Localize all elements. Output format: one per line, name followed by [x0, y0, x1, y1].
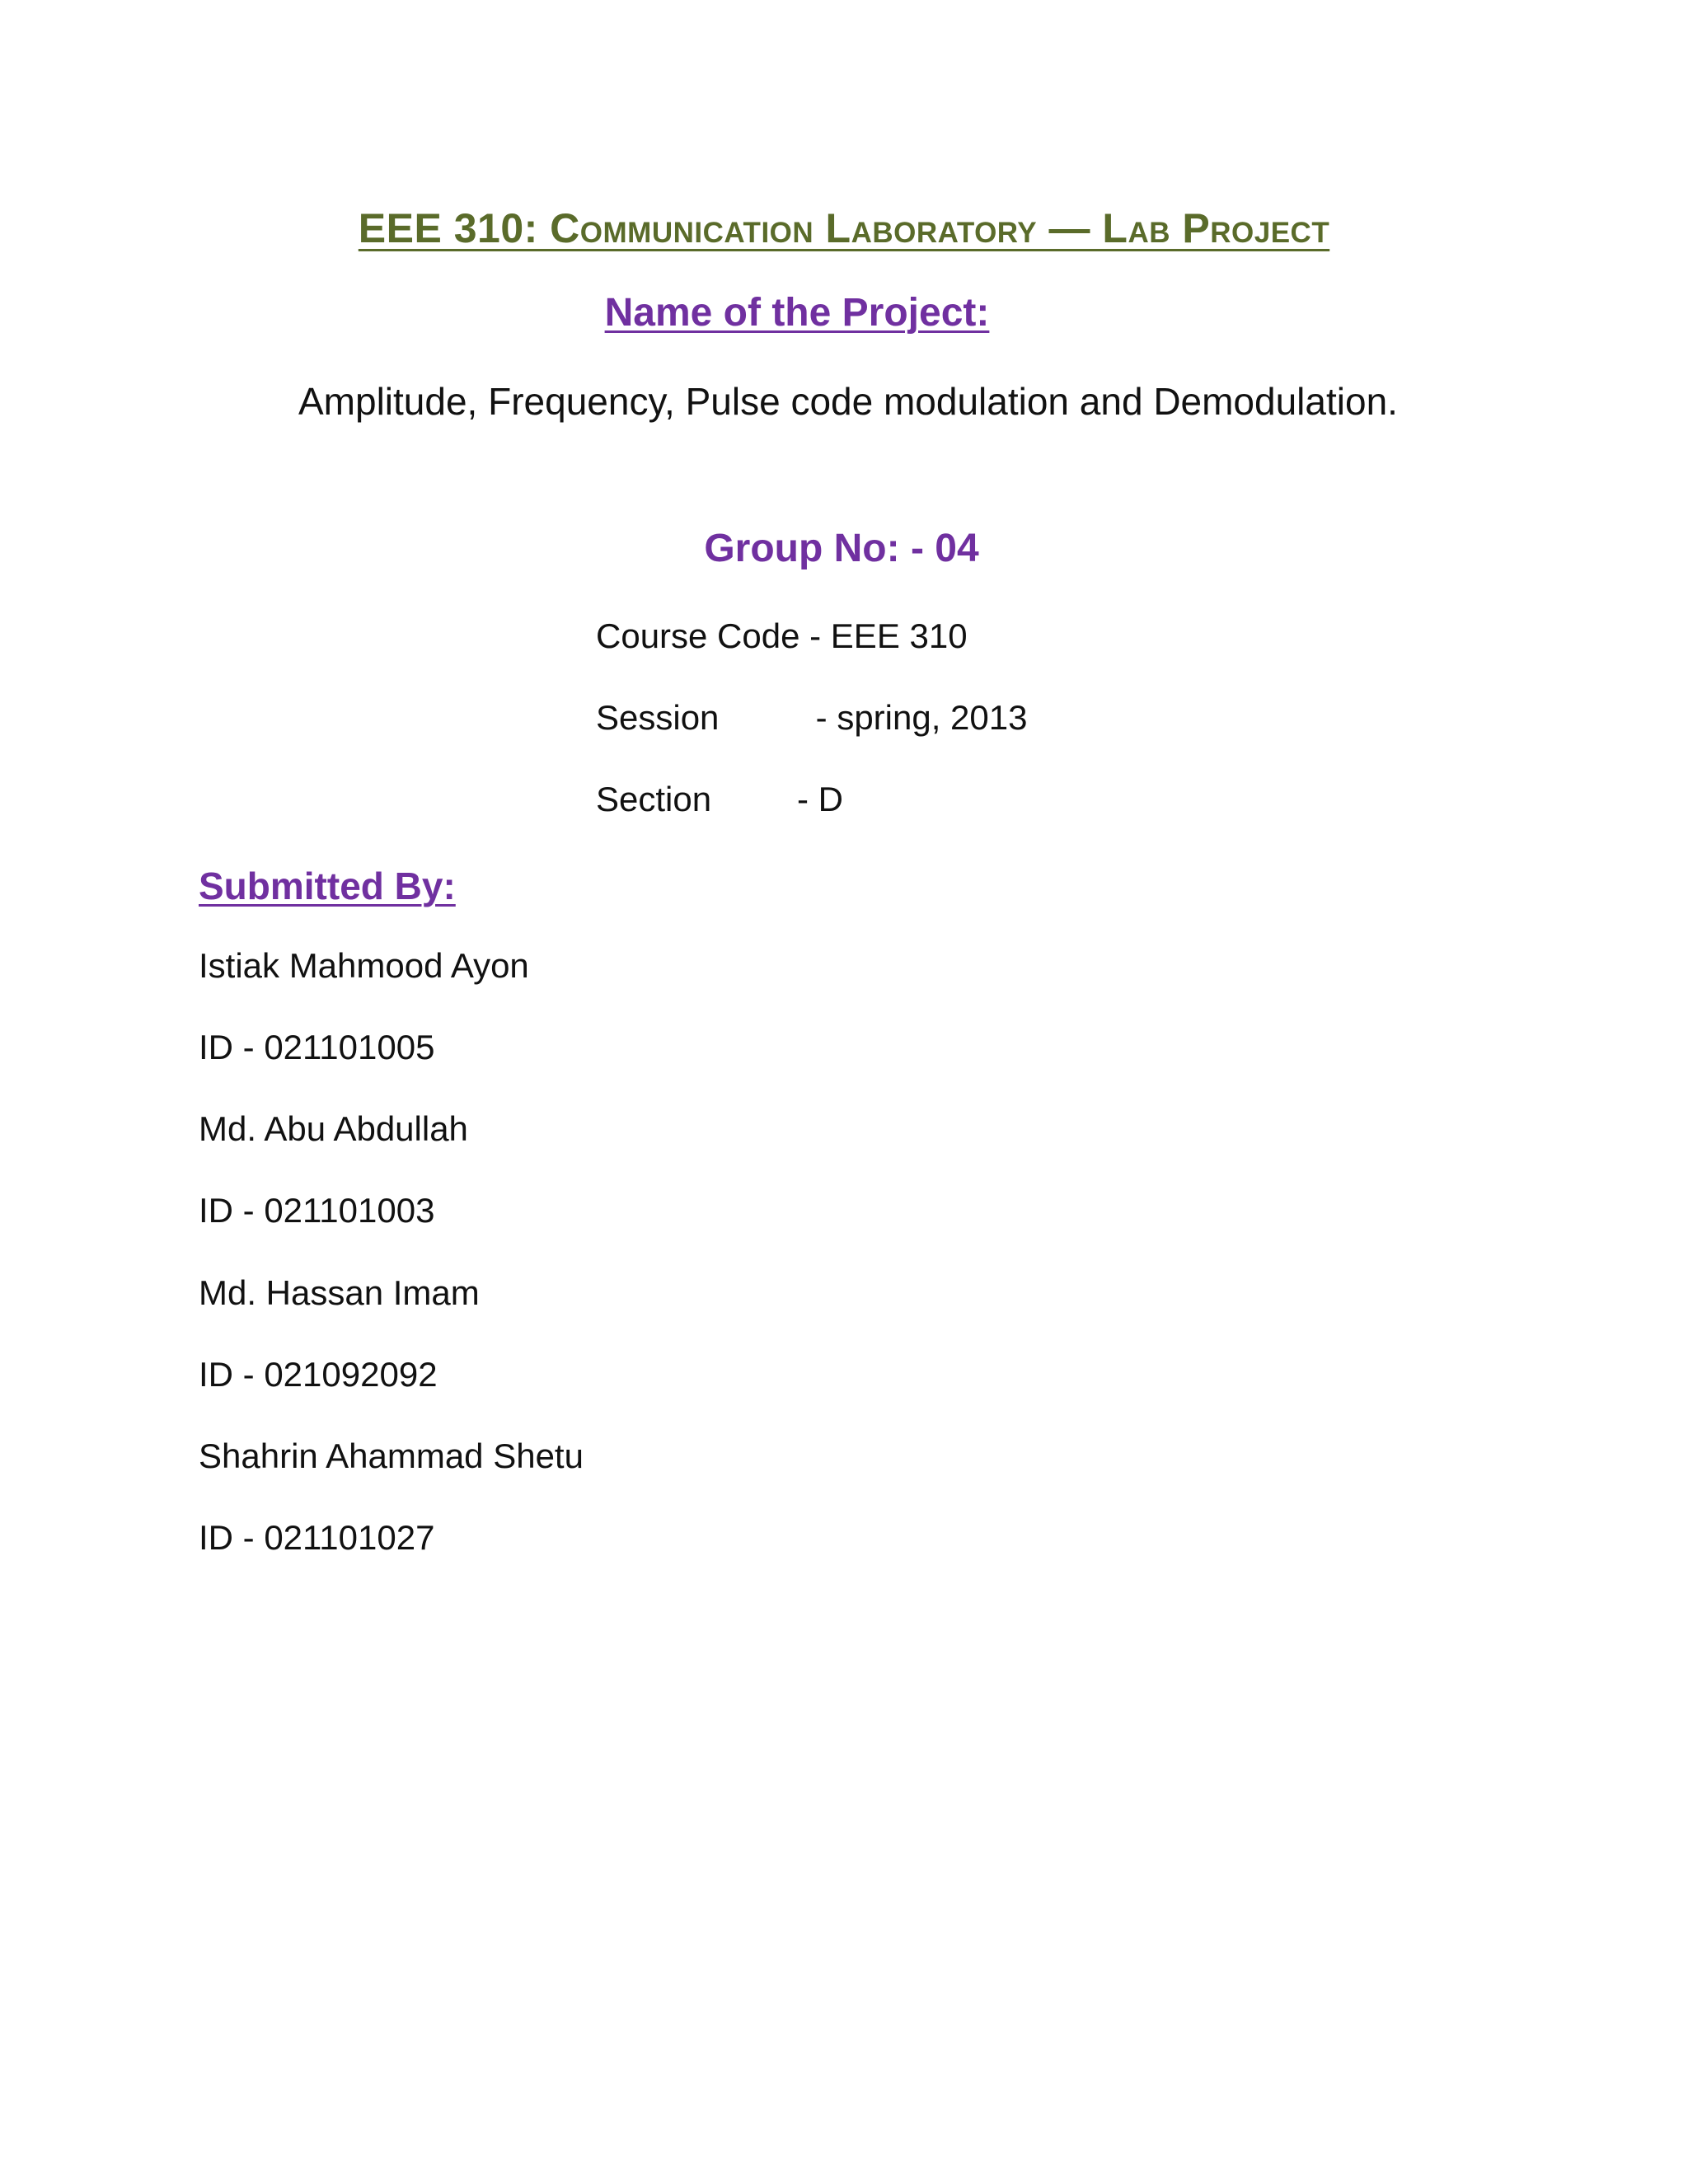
course-title: EEE 310: Communication Laboratory — Lab Project [358, 205, 1330, 251]
project-name-text: Amplitude, Frequency, Pulse code modulation and Demodulation. [298, 380, 1398, 423]
group-number-heading: Group No: - 04 [704, 527, 979, 570]
member-name: Shahrin Ahammad Shetu [199, 1436, 584, 1475]
course-code-label: Course Code [596, 616, 800, 655]
course-code-value: - EEE 310 [799, 616, 968, 655]
section-value: - D [797, 780, 843, 818]
member-id: ID - 021092092 [199, 1355, 438, 1394]
submitted-by-heading: Submitted By: [199, 865, 456, 907]
member-name: Istiak Mahmood Ayon [199, 946, 529, 985]
member-id: ID - 021101003 [199, 1191, 435, 1230]
member-name: Md. Abu Abdullah [199, 1109, 468, 1148]
member-id: ID - 021101027 [199, 1518, 435, 1557]
session-label: Session [596, 698, 720, 737]
section-row [596, 780, 843, 819]
section-label: Section [596, 780, 712, 818]
session-value: - spring, 2013 [806, 698, 1028, 737]
member-name: Md. Hassan Imam [199, 1273, 480, 1312]
session-row [596, 698, 1028, 738]
project-name-heading: Name of the Project: [604, 291, 990, 335]
member-id: ID - 021101005 [199, 1028, 435, 1066]
course-code-row [596, 616, 968, 656]
